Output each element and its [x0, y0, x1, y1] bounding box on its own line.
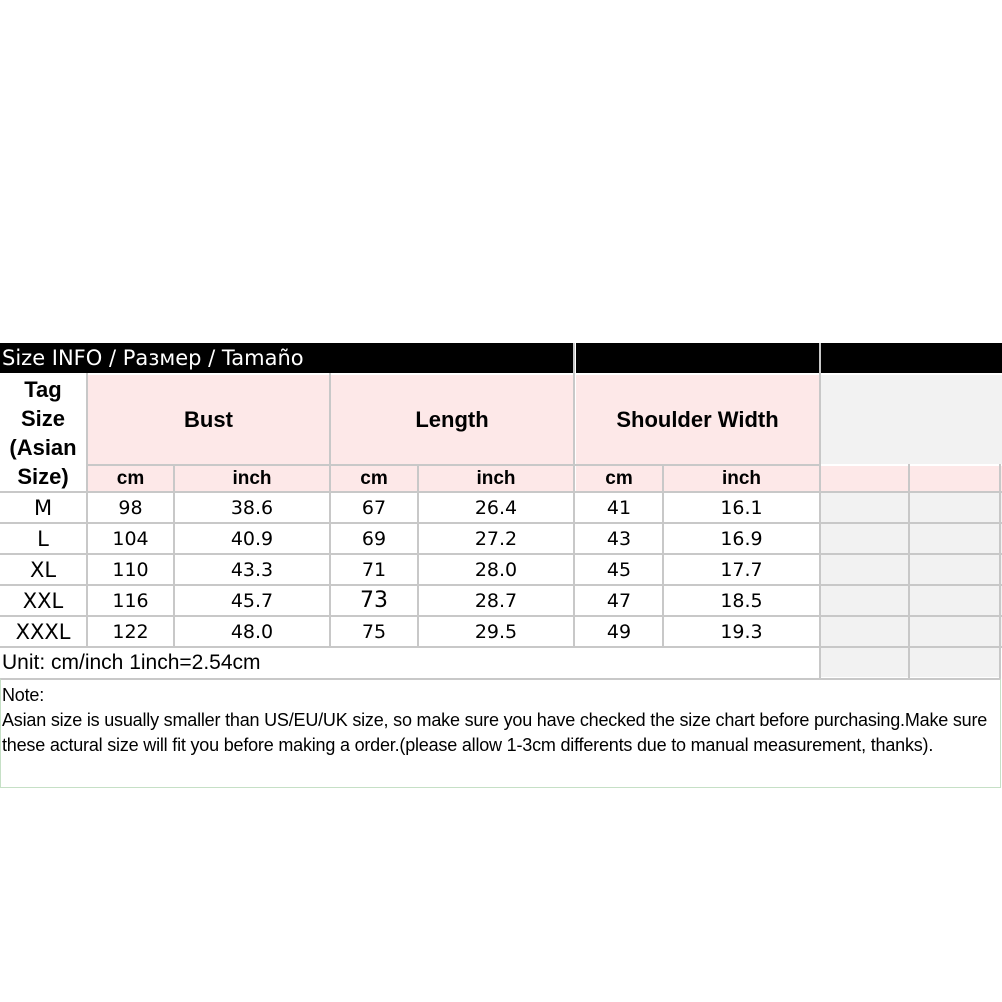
title-bar-extension-right — [821, 343, 1002, 373]
bust-cm-header: cm — [88, 466, 173, 491]
bust-cm-cell: 122 — [112, 620, 149, 643]
grid-line — [819, 343, 821, 678]
shoulder-cm-header: cm — [576, 466, 662, 491]
bust-cm-cell: 98 — [118, 496, 143, 519]
grid-line — [0, 522, 1002, 524]
note-text: Asian size is usually smaller than US/EU/UK size, so make sure you have checked the size chart before purchasing.Make sure these actural size will fit you before making a order.(please allow 1-3cm differents due to manual measurement, thanks). — [2, 710, 988, 755]
size-chart — [0, 343, 1002, 788]
unit-line: Unit: cm/inch 1inch=2.54cm — [2, 650, 261, 674]
shoulder-inch-cell: 16.9 — [720, 527, 763, 550]
length-inch-cell: 27.2 — [474, 527, 518, 550]
size-cell: XL — [29, 557, 57, 582]
size-cell: M — [33, 495, 53, 520]
bust-inch-cell: 38.6 — [230, 496, 274, 519]
length-inch-cell: 28.7 — [474, 589, 518, 612]
grid-line — [999, 464, 1001, 678]
length-inch-cell: 26.4 — [474, 496, 518, 519]
empty-sub-cell — [910, 466, 1002, 491]
bust-cm-cell: 116 — [112, 589, 149, 612]
bust-inch-cell: 48.0 — [230, 620, 274, 643]
bust-inch-cell: 45.7 — [230, 589, 274, 612]
bust-inch-header: inch — [175, 466, 329, 491]
length-cm-cell: 71 — [361, 558, 387, 581]
grid-line — [908, 464, 910, 678]
title-bar — [0, 343, 574, 373]
grid-line — [329, 373, 331, 648]
grid-line — [86, 373, 88, 648]
shoulder-inch-cell: 17.7 — [720, 558, 763, 581]
size-cell: L — [37, 526, 49, 551]
grid-line — [0, 615, 1002, 617]
chart-title: Size INFO / Размер / Tamaño — [2, 346, 304, 370]
empty-grid-cell — [910, 648, 1000, 677]
empty-grid-cell — [821, 648, 908, 677]
shoulder-inch-cell: 19.3 — [720, 620, 763, 643]
bust-inch-cell: 40.9 — [230, 527, 274, 550]
shoulder-cm-cell: 41 — [606, 496, 632, 519]
grid-line — [0, 553, 1002, 555]
grid-line — [173, 464, 175, 648]
shoulder-cm-cell: 49 — [606, 620, 632, 643]
size-cell: XXXL — [15, 619, 71, 644]
bust-cm-cell: 110 — [112, 558, 149, 581]
shoulder-cm-cell: 43 — [606, 527, 632, 550]
grid-line — [573, 343, 575, 648]
shoulder-cm-cell: 45 — [606, 558, 632, 581]
note-box — [0, 678, 1001, 788]
length-cm-cell: 69 — [361, 527, 387, 550]
length-cm-cell: 75 — [361, 620, 387, 643]
grid-line — [417, 464, 419, 648]
length-inch-cell: 28.0 — [474, 558, 518, 581]
shoulder-inch-cell: 16.1 — [720, 496, 763, 519]
size-cell: XXL — [22, 588, 64, 613]
bust-inch-cell: 43.3 — [230, 558, 274, 581]
grid-line — [0, 646, 1002, 648]
shoulder-inch-header: inch — [664, 466, 819, 491]
empty-sub-cell — [821, 466, 908, 491]
title-bar-extension — [576, 343, 819, 373]
shoulder-cm-cell: 47 — [606, 589, 632, 612]
shoulder-inch-cell: 18.5 — [720, 589, 763, 612]
length-cm-header: cm — [331, 466, 417, 491]
length-inch-cell: 29.5 — [474, 620, 518, 643]
note-label: Note: — [2, 685, 45, 705]
length-inch-header: inch — [419, 466, 573, 491]
length-cm-cell: 67 — [361, 496, 387, 519]
tag-size-header: Tag Size (Asian Size) — [9, 377, 77, 489]
grid-line — [662, 464, 664, 648]
empty-grid-cell — [910, 493, 1002, 646]
grid-line — [86, 464, 821, 466]
grid-line — [0, 584, 1002, 586]
empty-grid-cell — [821, 493, 908, 646]
length-header: Length — [331, 375, 573, 464]
length-cm-cell: 73 — [360, 588, 388, 613]
bust-header: Bust — [88, 375, 329, 464]
grid-line — [0, 491, 1002, 493]
empty-header-cell — [821, 375, 1002, 464]
shoulder-width-header: Shoulder Width — [576, 375, 819, 464]
bust-cm-cell: 104 — [112, 527, 149, 550]
